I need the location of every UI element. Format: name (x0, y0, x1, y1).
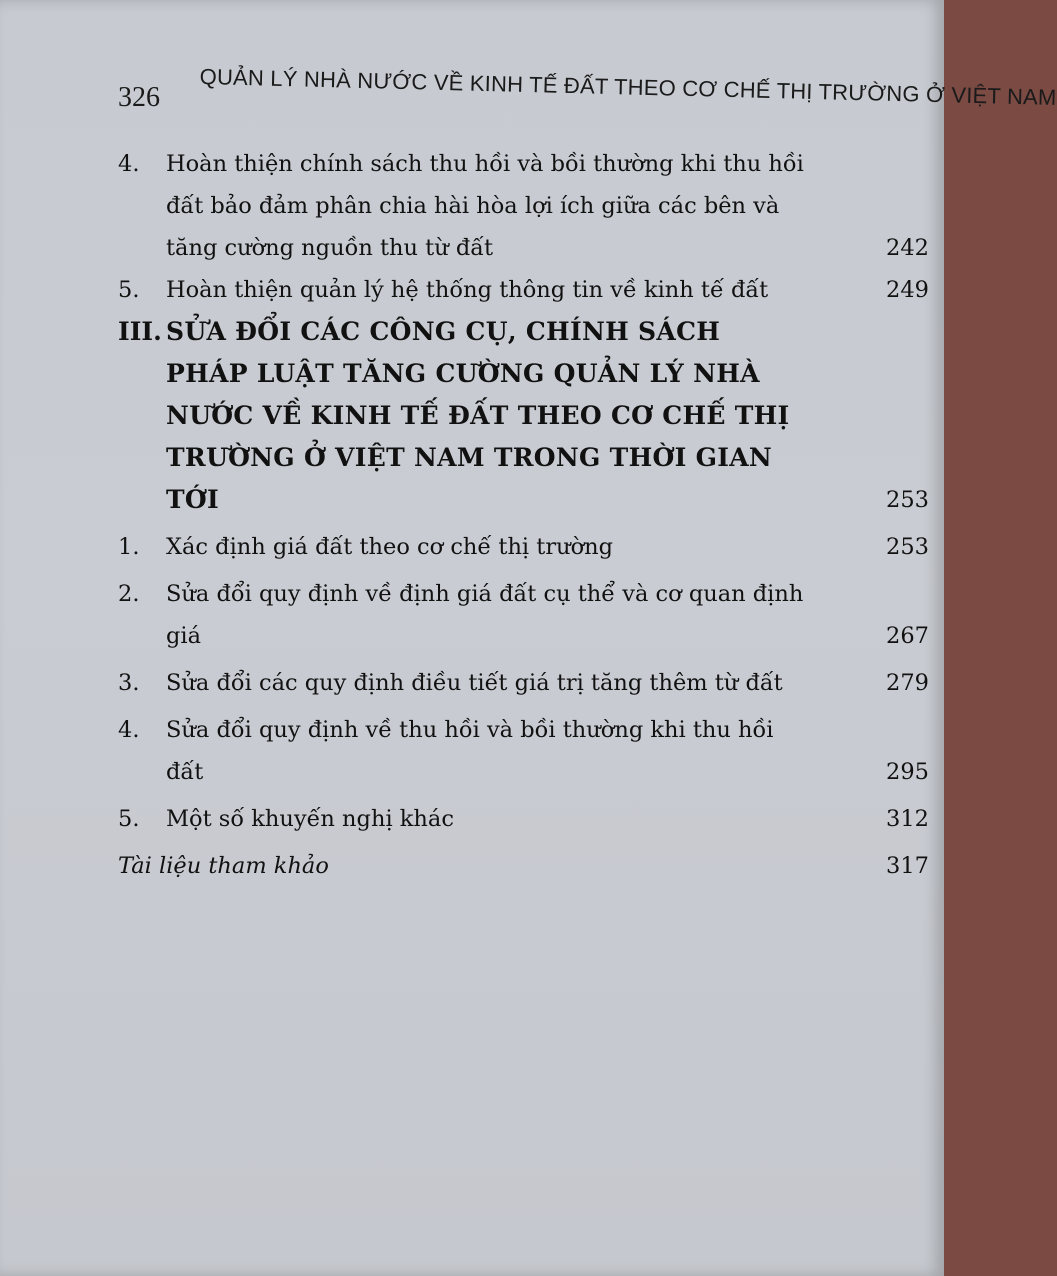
toc-entry-number: 2. (118, 581, 140, 607)
toc-entry-number: 3. (118, 670, 140, 696)
toc-entry-4-compensation (118, 709, 933, 793)
toc-entry-title: Sửa đổi quy định về định giá đất cụ thể và cơ quan định giá (166, 581, 804, 649)
toc-entry-title: Hoàn thiện chính sách thu hồi và bồi thường khi thu hồi đất bảo đảm phân chia hài hòa lợi ích giữa các bên và tăng cường nguồn thu từ đất (166, 151, 804, 261)
toc-entry-number: 4. (118, 151, 140, 177)
toc-entry-title: Sửa đổi quy định về thu hồi và bồi thường khi thu hồi đất (166, 717, 774, 785)
toc-entry-page: 242 (886, 235, 929, 261)
toc-entry-page: 279 (886, 670, 929, 696)
running-title: QUẢN LÝ NHÀ NƯỚC VỀ KINH TẾ ĐẤT THEO CƠ CHẾ THỊ TRƯỜNG Ở VIỆT NAM (199, 64, 1057, 110)
toc-entry-title: Hoàn thiện quản lý hệ thống thông tin về kinh tế đất (166, 277, 769, 303)
toc-entry-4-policy (118, 143, 933, 269)
toc-entry-2-valuation (118, 573, 933, 657)
bleed-through-shadow (150, 880, 790, 1140)
toc-entry-page: 317 (886, 853, 929, 879)
table-of-contents (118, 143, 933, 887)
toc-entry-number: 4. (118, 717, 140, 743)
toc-entry-3-value-capture (118, 662, 933, 704)
page-number: 326 (118, 82, 160, 113)
toc-entry-5-recommendations (118, 798, 933, 840)
toc-section-iii (118, 311, 933, 521)
toc-entry-page: 295 (886, 759, 929, 785)
page-header (118, 64, 1057, 113)
toc-entry-title: Một số khuyến nghị khác (166, 806, 454, 832)
toc-section-number: III. (118, 317, 162, 346)
toc-entry-title: Xác định giá đất theo cơ chế thị trường (166, 534, 614, 560)
toc-entry-5-information (118, 269, 933, 311)
toc-entry-number: 1. (118, 534, 140, 560)
toc-entry-page: 312 (886, 806, 929, 832)
toc-entry-title: Sửa đổi các quy định điều tiết giá trị tăng thêm từ đất (166, 670, 783, 696)
toc-section-page: 253 (886, 487, 929, 513)
toc-entry-1-land-price (118, 526, 933, 568)
toc-entry-number: 5. (118, 806, 140, 832)
toc-entry-page: 253 (886, 534, 929, 560)
toc-entry-page: 267 (886, 623, 929, 649)
toc-entry-page: 249 (886, 277, 929, 303)
toc-section-title: SỬA ĐỔI CÁC CÔNG CỤ, CHÍNH SÁCH PHÁP LUẬT TĂNG CƯỜNG QUẢN LÝ NHÀ NƯỚC VỀ KINH TẾ ĐẤT THEO CƠ CHẾ THỊ TRƯỜNG Ở VIỆT NAM TRONG THỜI GIAN TỚI (166, 317, 790, 514)
toc-entry-title: Tài liệu tham khảo (118, 853, 329, 879)
toc-entry-references (118, 845, 933, 887)
toc-entry-number: 5. (118, 277, 140, 303)
